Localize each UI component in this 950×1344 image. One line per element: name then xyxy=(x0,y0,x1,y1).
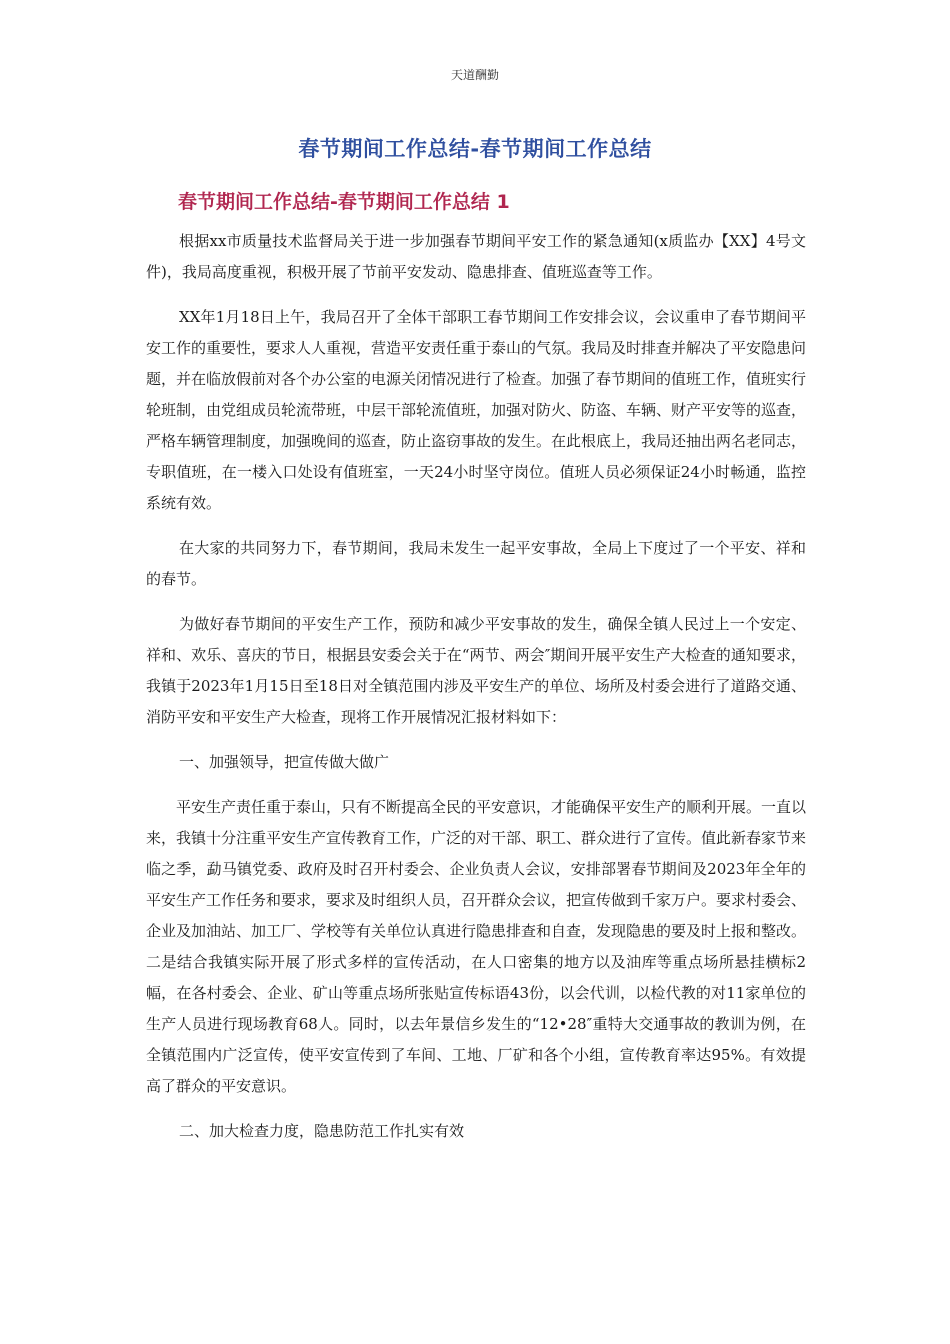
subheading-2: 二、加大检查力度，隐患防范工作扎实有效 xyxy=(179,1122,465,1140)
subheading-1: 一、加强领导，把宣传做大做广 xyxy=(179,753,390,771)
paragraph: 在大家的共同努力下，春节期间，我局未发生一起平安事故，全局上下度过了一个平安、祥和的春节。 xyxy=(146,539,806,588)
section-heading: 春节期间工作总结-春节期间工作总结 1 xyxy=(178,191,510,213)
paragraph: 为做好春节期间的平安生产工作，预防和减少平安事故的发生，确保全镇人民过上一个安定、祥和、欢乐、喜庆的节日，根据县安委会关于在“两节、两会″期间开展平安生产大检查的通知要求，我镇于2023年1月15日至18日对全镇范围内涉及平安生产的单位、场所及村委会进行了道路交通、消防平安和平安生产大检查，现将工作开展情况汇报材料如下： xyxy=(146,615,806,726)
paragraph: 根据xx市质量技术监督局关于进一步加强春节期间平安工作的紧急通知(x质监办【XX】4号文件)，我局高度重视，积极开展了节前平安发动、隐患排查、值班巡查等工作。 xyxy=(146,232,806,281)
document-body xyxy=(146,226,806,1161)
header-note: 天道酬勤 xyxy=(450,68,499,82)
document-title: 春节期间工作总结-春节期间工作总结 xyxy=(298,137,652,161)
paragraph: 平安生产责任重于泰山，只有不断提高全民的平安意识，才能确保平安生产的顺利开展。一直以来，我镇十分注重平安生产宣传教育工作，广泛的对干部、职工、群众进行了宣传。值此新春家节来临之季，勐马镇党委、政府及时召开村委会、企业负责人会议，安排部署春节期间及2023年全年的平安生产工作任务和要求，要求及时组织人员，召开群众会议，把宣传做到千家万户。要求村委会、企业及加油站、加工厂、学校等有关单位认真进行隐患排查和自查，发现隐患的要及时上报和整改。二是结合我镇实际开展了形式多样的宣传活动，在人口密集的地方以及油库等重点场所悬挂横标2幅，在各村委会、企业、矿山等重点场所张贴宣传标语43份，以会代训，以检代教的对11家单位的生产人员进行现场教育68人。同时，以去年景信乡发生的“12•28″重特大交通事故的教训为例，在全镇范围内广泛宣传，使平安宣传到了车间、工地、厂矿和各个小组，宣传教育率达95%。有效提高了群众的平安意识。 xyxy=(146,798,807,1095)
paragraph: XX年1月18日上午，我局召开了全体干部职工春节期间工作安排会议，会议重申了春节期间平安工作的重要性，要求人人重视，营造平安责任重于泰山的气氛。我局及时排查并解决了平安隐患问题，并在临放假前对各个办公室的电源关闭情况进行了检查。加强了春节期间的值班工作，值班实行轮班制，由党组成员轮流带班，中层干部轮流值班，加强对防火、防盗、车辆、财产平安等的巡查，严格车辆管理制度，加强晚间的巡查，防止盗窃事故的发生。在此根底上，我局还抽出两名老同志，专职值班，在一楼入口处设有值班室，一天24小时坚守岗位。值班人员必须保证24小时畅通，监控系统有效。 xyxy=(146,308,807,512)
